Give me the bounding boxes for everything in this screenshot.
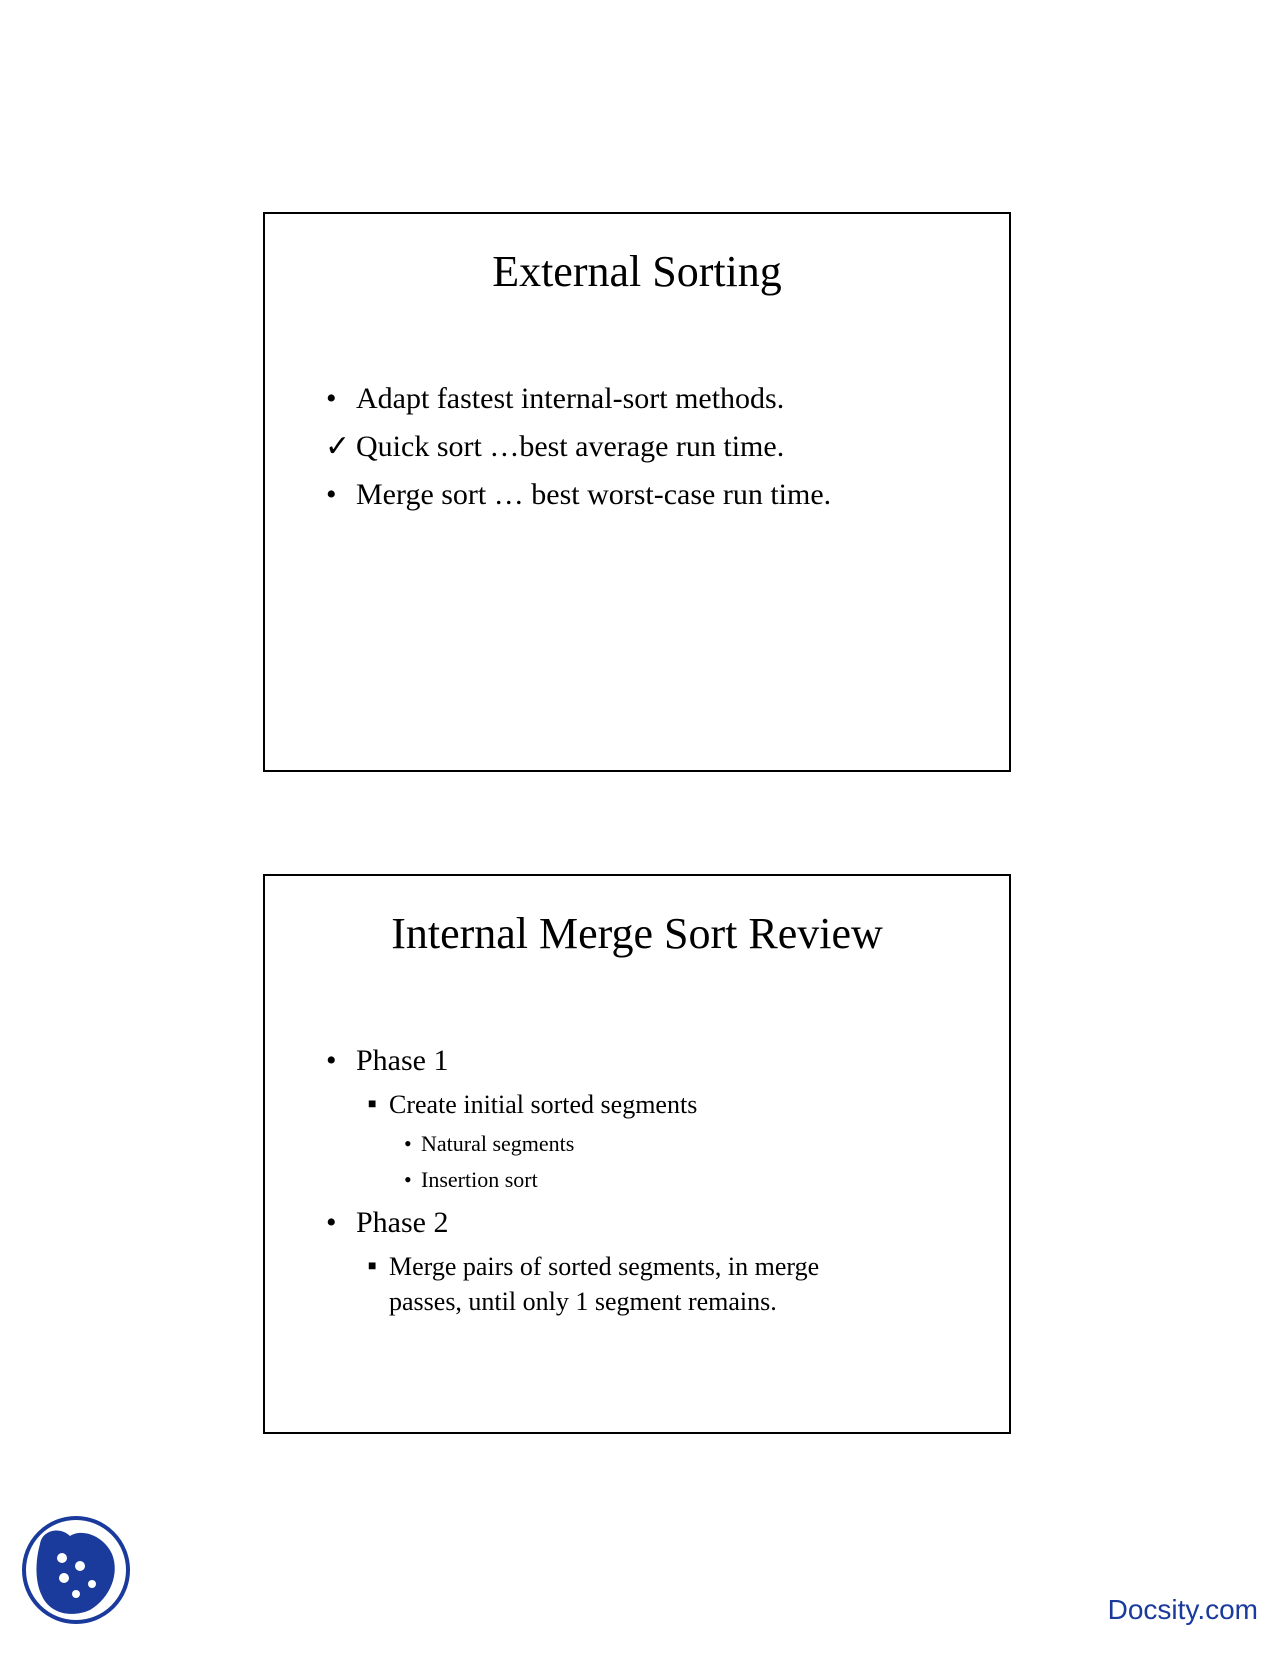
sub-bullet-item: [368, 1249, 820, 1285]
bullet-marker: •: [326, 1044, 337, 1077]
bullet-item: [326, 381, 785, 417]
sub-sub-bullet-item: [404, 1130, 575, 1158]
square-bullet-icon: ■: [368, 1097, 377, 1112]
slide-title: Internal Merge Sort Review: [391, 909, 883, 958]
docsity-logo-icon: [20, 1514, 132, 1626]
bullet-text: Phase 1: [356, 1044, 449, 1077]
bullet-item: [326, 1043, 449, 1079]
bullet-text: Natural segments: [421, 1131, 575, 1156]
bullet-text: Insertion sort: [421, 1167, 538, 1192]
slide-external-sorting: [263, 212, 1011, 772]
bullet-text: Merge pairs of sorted segments, in merge: [389, 1252, 820, 1281]
bullet-text: Merge sort … best worst-case run time.: [356, 478, 832, 511]
bullet-text: Adapt fastest internal-sort methods.: [356, 382, 785, 415]
square-bullet-icon: ■: [368, 1259, 377, 1274]
bullet-text: Create initial sorted segments: [389, 1090, 698, 1119]
bullet-item: [326, 1205, 449, 1241]
bullet-item: [325, 429, 785, 465]
checkmark-icon: ✓: [325, 430, 351, 463]
bullet-text: Quick sort …best average run time.: [356, 430, 785, 463]
slide-internal-merge-sort-review: [263, 874, 1011, 1434]
slide-title: External Sorting: [492, 247, 782, 296]
bullet-marker: •: [326, 1206, 337, 1239]
bullet-text: passes, until only 1 segment remains.: [389, 1287, 777, 1316]
bullet-item: [326, 477, 832, 513]
bullet-marker: •: [404, 1167, 412, 1192]
docsity-watermark[interactable]: Docsity.com: [1107, 1594, 1258, 1625]
bullet-text: Phase 2: [356, 1206, 449, 1239]
bullet-marker: •: [326, 382, 337, 415]
sub-bullet-continuation: [389, 1284, 777, 1320]
bullet-marker: •: [404, 1131, 412, 1156]
bullet-marker: •: [326, 478, 337, 511]
sub-bullet-item: [368, 1087, 698, 1123]
sub-sub-bullet-item: [404, 1166, 538, 1194]
